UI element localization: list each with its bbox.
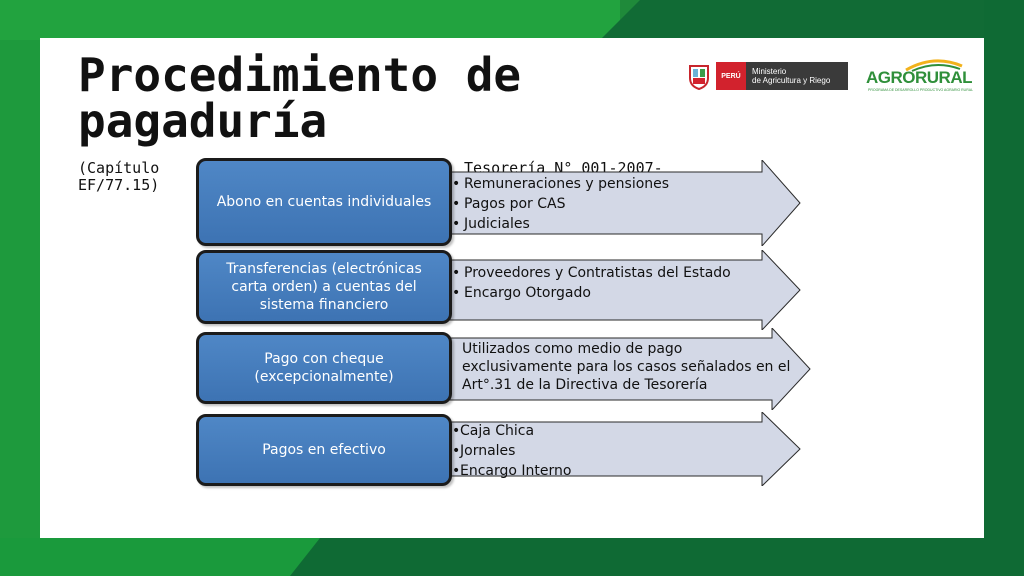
category-box-efectivo: Pagos en efectivo <box>196 414 452 486</box>
content-list-abono <box>452 174 669 234</box>
background-top-band-light <box>0 0 620 40</box>
content-line: Art°.31 de la Directiva de Tesorería <box>462 377 708 393</box>
list-item: • Proveedores y Contratistas del Estado <box>452 265 731 281</box>
subtitle-part1b: EF/77.15) <box>78 176 160 194</box>
subtitle-part1: (Capítulo <box>78 159 160 177</box>
ministry-name <box>746 62 848 90</box>
list-item: • Judiciales <box>452 216 530 232</box>
subtitle-part2: Tesorería N° 001-2007- <box>464 159 663 177</box>
category-box-cheque: Pago con cheque (excepcionalmente) <box>196 332 452 404</box>
ministry-line2: de Agricultura y Riego <box>752 76 831 85</box>
agrorural-wordmark: AGRORURAL <box>866 68 972 87</box>
list-item: • Encargo Otorgado <box>452 285 591 301</box>
list-item: •Encargo Interno <box>452 463 572 479</box>
agrorural-tagline: PROGRAMA DE DESARROLLO PRODUCTIVO AGRARIO RURAL <box>868 88 974 92</box>
background-left-band <box>0 0 40 576</box>
content-list-efectivo <box>452 421 571 481</box>
content-line: Utilizados como medio de pago <box>462 341 683 357</box>
background-right-band <box>984 0 1024 576</box>
background-bottom-band-light <box>0 538 320 576</box>
agrorural-logo <box>866 58 974 100</box>
background-bottom-band-dark <box>290 538 1024 576</box>
content-text-cheque <box>462 340 790 394</box>
list-item: •Jornales <box>452 443 516 459</box>
list-item: •Caja Chica <box>452 423 535 439</box>
ministry-line1: Ministerio <box>752 67 787 76</box>
peru-tag: PERÚ <box>716 62 746 90</box>
background-top-band-dark <box>600 0 1024 40</box>
page-title: Procedimiento de pagaduría <box>78 48 522 148</box>
ministry-logo <box>688 62 848 92</box>
content-line: exclusivamente para los casos señalados en el <box>462 359 791 375</box>
peru-shield-icon <box>688 64 710 90</box>
list-item: • Remuneraciones y pensiones <box>452 176 670 192</box>
category-box-transferencias: Transferencias (electrónicas carta orden) a cuentas del sistema financiero <box>196 250 452 324</box>
content-list-transferencias <box>452 263 731 303</box>
list-item: • Pagos por CAS <box>452 196 566 212</box>
category-box-abono: Abono en cuentas individuales <box>196 158 452 246</box>
